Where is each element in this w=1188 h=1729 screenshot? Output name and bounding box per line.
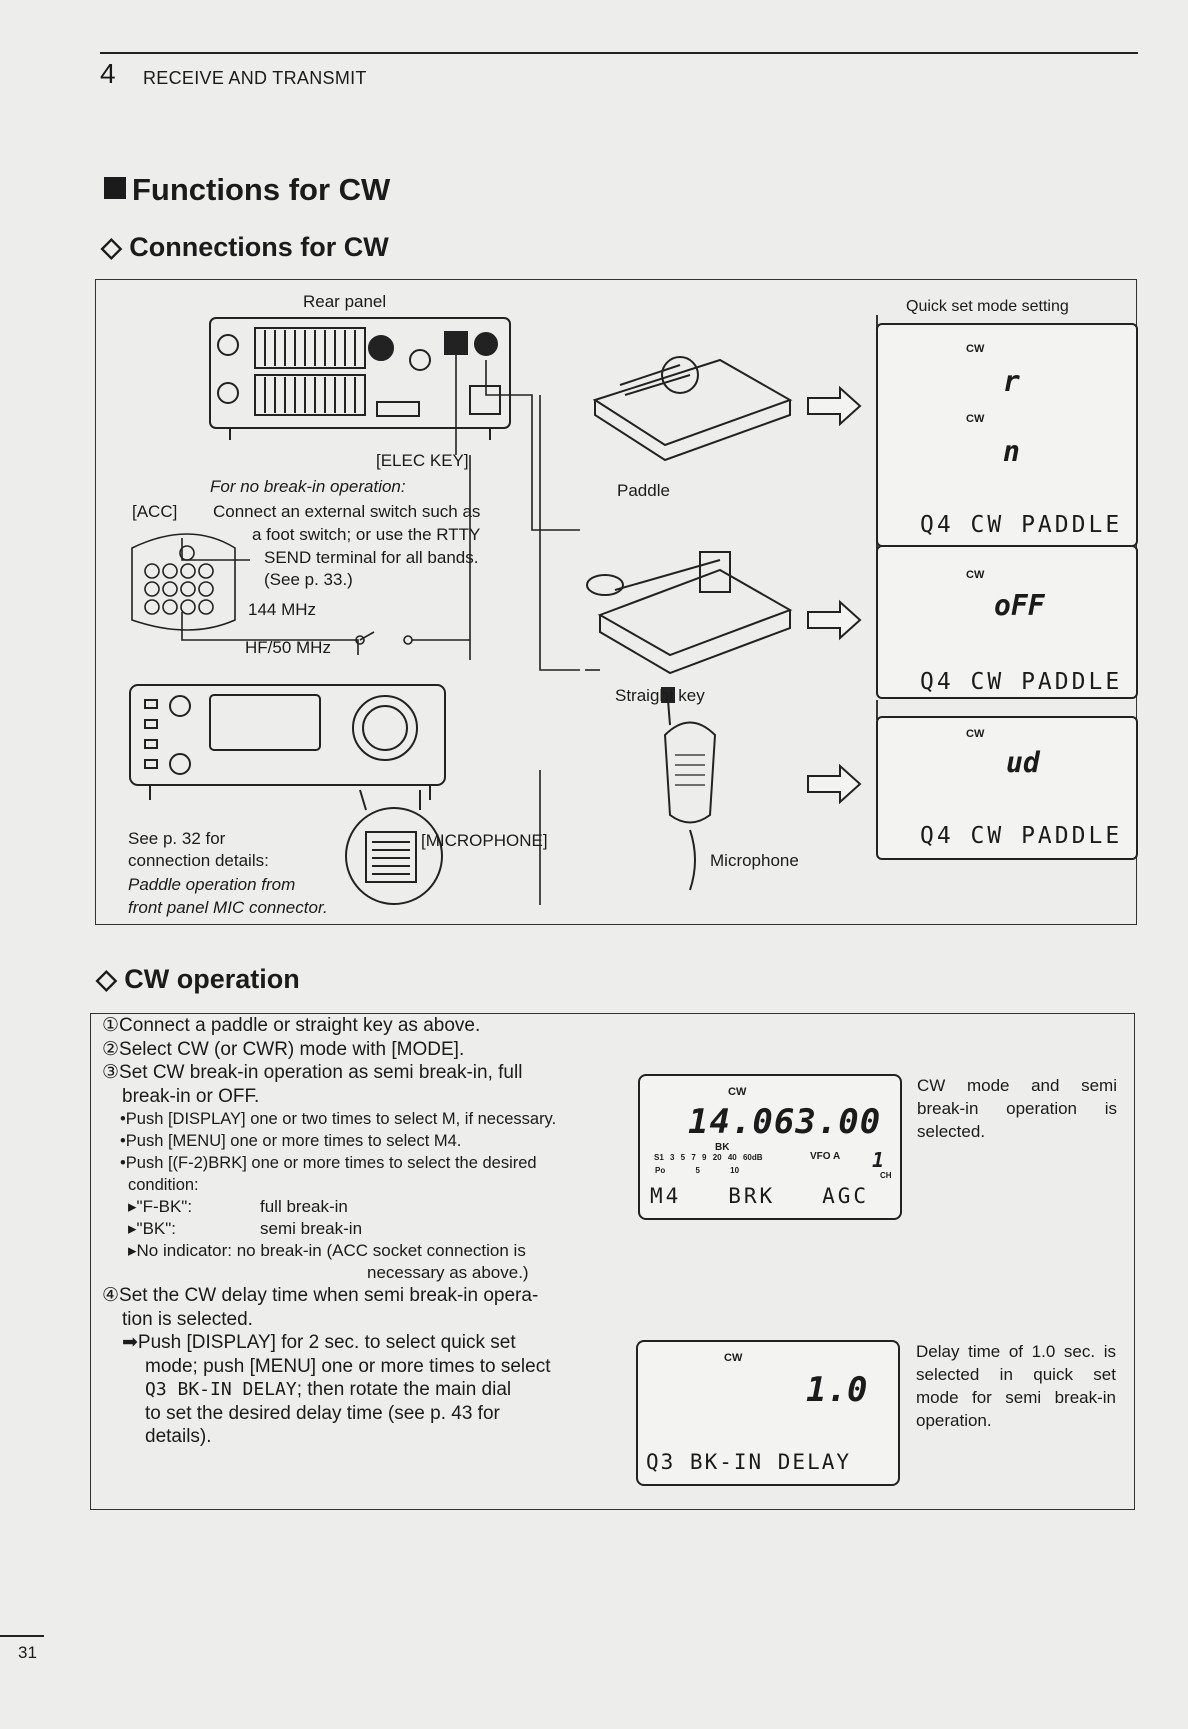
- microphone-label: Microphone: [710, 851, 799, 870]
- connections-title: ◇ Connections for CW: [101, 232, 389, 262]
- lcd1-po-scale: Po 5 10: [655, 1166, 740, 1175]
- chapter-number: 4: [100, 58, 116, 89]
- step-2: ②Select CW (or CWR) mode with [MODE].: [102, 1038, 465, 1060]
- condition-none: [102, 1240, 590, 1262]
- paddle-label: Paddle: [617, 481, 670, 500]
- lcd1-caption: CW mode and semi break-in operation is selected.: [917, 1076, 1117, 1141]
- lcd-value-n: n: [1003, 435, 1020, 468]
- break-in-note-heading: For no break-in operation:: [210, 477, 406, 496]
- step-1: ①Connect a paddle or straight key as above.: [102, 1015, 481, 1036]
- note-line-2: a foot switch; or use the RTTY: [252, 525, 481, 544]
- straight-key-drawing: [587, 552, 790, 673]
- page-number-rule: [0, 1635, 44, 1637]
- paddle-note-line-2: front panel MIC connector.: [128, 898, 328, 917]
- lcd1-vfo: VFO A: [810, 1151, 841, 1162]
- condition-key: ▸"F-BK":: [128, 1197, 193, 1216]
- paddle-note-line-1: Paddle operation from: [128, 875, 296, 894]
- lcd2-value: 1.0: [806, 1370, 868, 1410]
- condition-value: no break-in (ACC socket connection is: [236, 1241, 526, 1260]
- condition-key: ▸No indicator:: [128, 1241, 232, 1260]
- lcd1-channel: 1: [872, 1148, 885, 1172]
- lcd1-s-scale: S1 3 5 7 9 20 40 60dB: [654, 1153, 763, 1162]
- lcd-mode-cw: CW: [966, 728, 985, 740]
- lcd2-caption: Delay time of 1.0 sec. is selected in quick set mode for semi break-in operation.: [916, 1342, 1116, 1430]
- step-3-sub-2: •Push [MENU] one or more times to select M4.: [120, 1132, 462, 1150]
- lcd1-bk: BK: [715, 1142, 730, 1153]
- condition-fbk: [102, 1196, 590, 1218]
- rear-panel-label: Rear panel: [303, 292, 387, 311]
- quick-set-title: Quick set mode setting: [906, 298, 1069, 315]
- lcd-value-r: r: [1003, 365, 1020, 398]
- microphone-jack-label: [MICROPHONE]: [421, 831, 548, 850]
- step-4-menu-name: Q3 BK-IN DELAY: [145, 1379, 297, 1400]
- lcd-frequency-display: [638, 1074, 902, 1220]
- rear-panel-drawing: [210, 318, 510, 440]
- condition-none-cont: necessary as above.): [367, 1263, 529, 1282]
- step-3-cont: break-in or OFF.: [122, 1085, 260, 1107]
- cw-operation-title: ◇ CW operation: [96, 964, 300, 994]
- step-4-delay: to set the desired delay time (see p. 43 for: [145, 1402, 500, 1424]
- step-4-mode: mode; push [MENU] one or more times to select: [145, 1355, 551, 1377]
- step-4-select-rest: ; then rotate the main dial: [296, 1379, 512, 1400]
- front-panel-drawing: [130, 685, 445, 800]
- condition-key: ▸"BK":: [128, 1219, 177, 1238]
- step-3-sub-3: •Push [(F-2)BRK] one or more times to select the desired: [120, 1154, 537, 1172]
- mhz144-label: 144 MHz: [248, 600, 317, 619]
- arrow-right-icon: [808, 602, 860, 638]
- acc-connector-drawing: [132, 534, 235, 630]
- elec-key-label: [ELEC KEY]: [376, 451, 469, 470]
- microphone-drawing: [662, 688, 715, 890]
- connection-lines: [182, 354, 600, 905]
- condition-value: full break-in: [260, 1197, 348, 1216]
- see-p32-line-2: connection details:: [128, 851, 269, 870]
- lcd-menu-text: Q4 CW PADDLE: [920, 823, 1123, 849]
- lcd2-mode: CW: [724, 1352, 743, 1364]
- step-4-cont: tion is selected.: [122, 1308, 253, 1330]
- step-3: ③Set CW break-in operation as semi break-in, full: [102, 1062, 523, 1083]
- lcd1-bottom: M4 BRK AGC: [650, 1184, 870, 1208]
- condition-bk: [102, 1218, 590, 1240]
- see-p32-line-1: See p. 32 for: [128, 829, 226, 848]
- lcd1-ch-label: CH: [880, 1171, 892, 1180]
- step-4: ④Set the CW delay time when semi break-in opera-: [102, 1285, 539, 1306]
- cw-steps: [102, 1014, 590, 1449]
- lcd1-mode: CW: [728, 1086, 747, 1098]
- step-4-details: details).: [145, 1426, 212, 1447]
- step-3-sub-3-cont: condition:: [128, 1176, 199, 1194]
- step-4-select: [102, 1378, 590, 1402]
- lcd1-frequency: 14.063.00: [688, 1102, 882, 1142]
- lcd-value-ud: ud: [1006, 746, 1040, 779]
- straight-key-label: Straight key: [615, 686, 705, 705]
- lcd-paddle-panel-3: [876, 716, 1138, 860]
- note-line-1: Connect an external switch such as: [213, 502, 481, 521]
- arrows: [808, 388, 860, 802]
- lcd-delay-display: [636, 1340, 900, 1486]
- acc-label: [ACC]: [132, 502, 178, 521]
- lcd-paddle-panel-2: [876, 545, 1138, 699]
- lcd-menu-text: Q4 CW PADDLE: [920, 512, 1123, 538]
- lcd-value-off: oFF: [994, 589, 1045, 622]
- note-line-4: (See p. 33.): [264, 570, 353, 589]
- paddle-drawing: [595, 357, 790, 460]
- arrow-right-icon: [808, 388, 860, 424]
- lcd-mode-cw: CW: [966, 569, 985, 581]
- chapter-title: RECEIVE AND TRANSMIT: [143, 68, 367, 88]
- step-3-sub-1: •Push [DISPLAY] one or two times to select M, if necessary.: [120, 1110, 557, 1128]
- lcd-paddle-panel-1: [876, 323, 1138, 547]
- hf50-label: HF/50 MHz: [245, 638, 331, 657]
- lcd-mode-cw: CW: [966, 413, 985, 425]
- arrow-right-icon: [808, 766, 860, 802]
- lcd-menu-text: Q4 CW PADDLE: [920, 669, 1123, 695]
- lcd2-bottom: Q3 BK-IN DELAY: [646, 1450, 852, 1474]
- section-title-text: Functions for CW: [132, 172, 391, 207]
- note-line-3: SEND terminal for all bands.: [264, 548, 479, 567]
- page-number: 31: [18, 1643, 37, 1662]
- condition-value: semi break-in: [260, 1219, 363, 1238]
- lcd-mode-cw: CW: [966, 343, 985, 355]
- step-4-push: ➡Push [DISPLAY] for 2 sec. to select quick set: [122, 1332, 516, 1353]
